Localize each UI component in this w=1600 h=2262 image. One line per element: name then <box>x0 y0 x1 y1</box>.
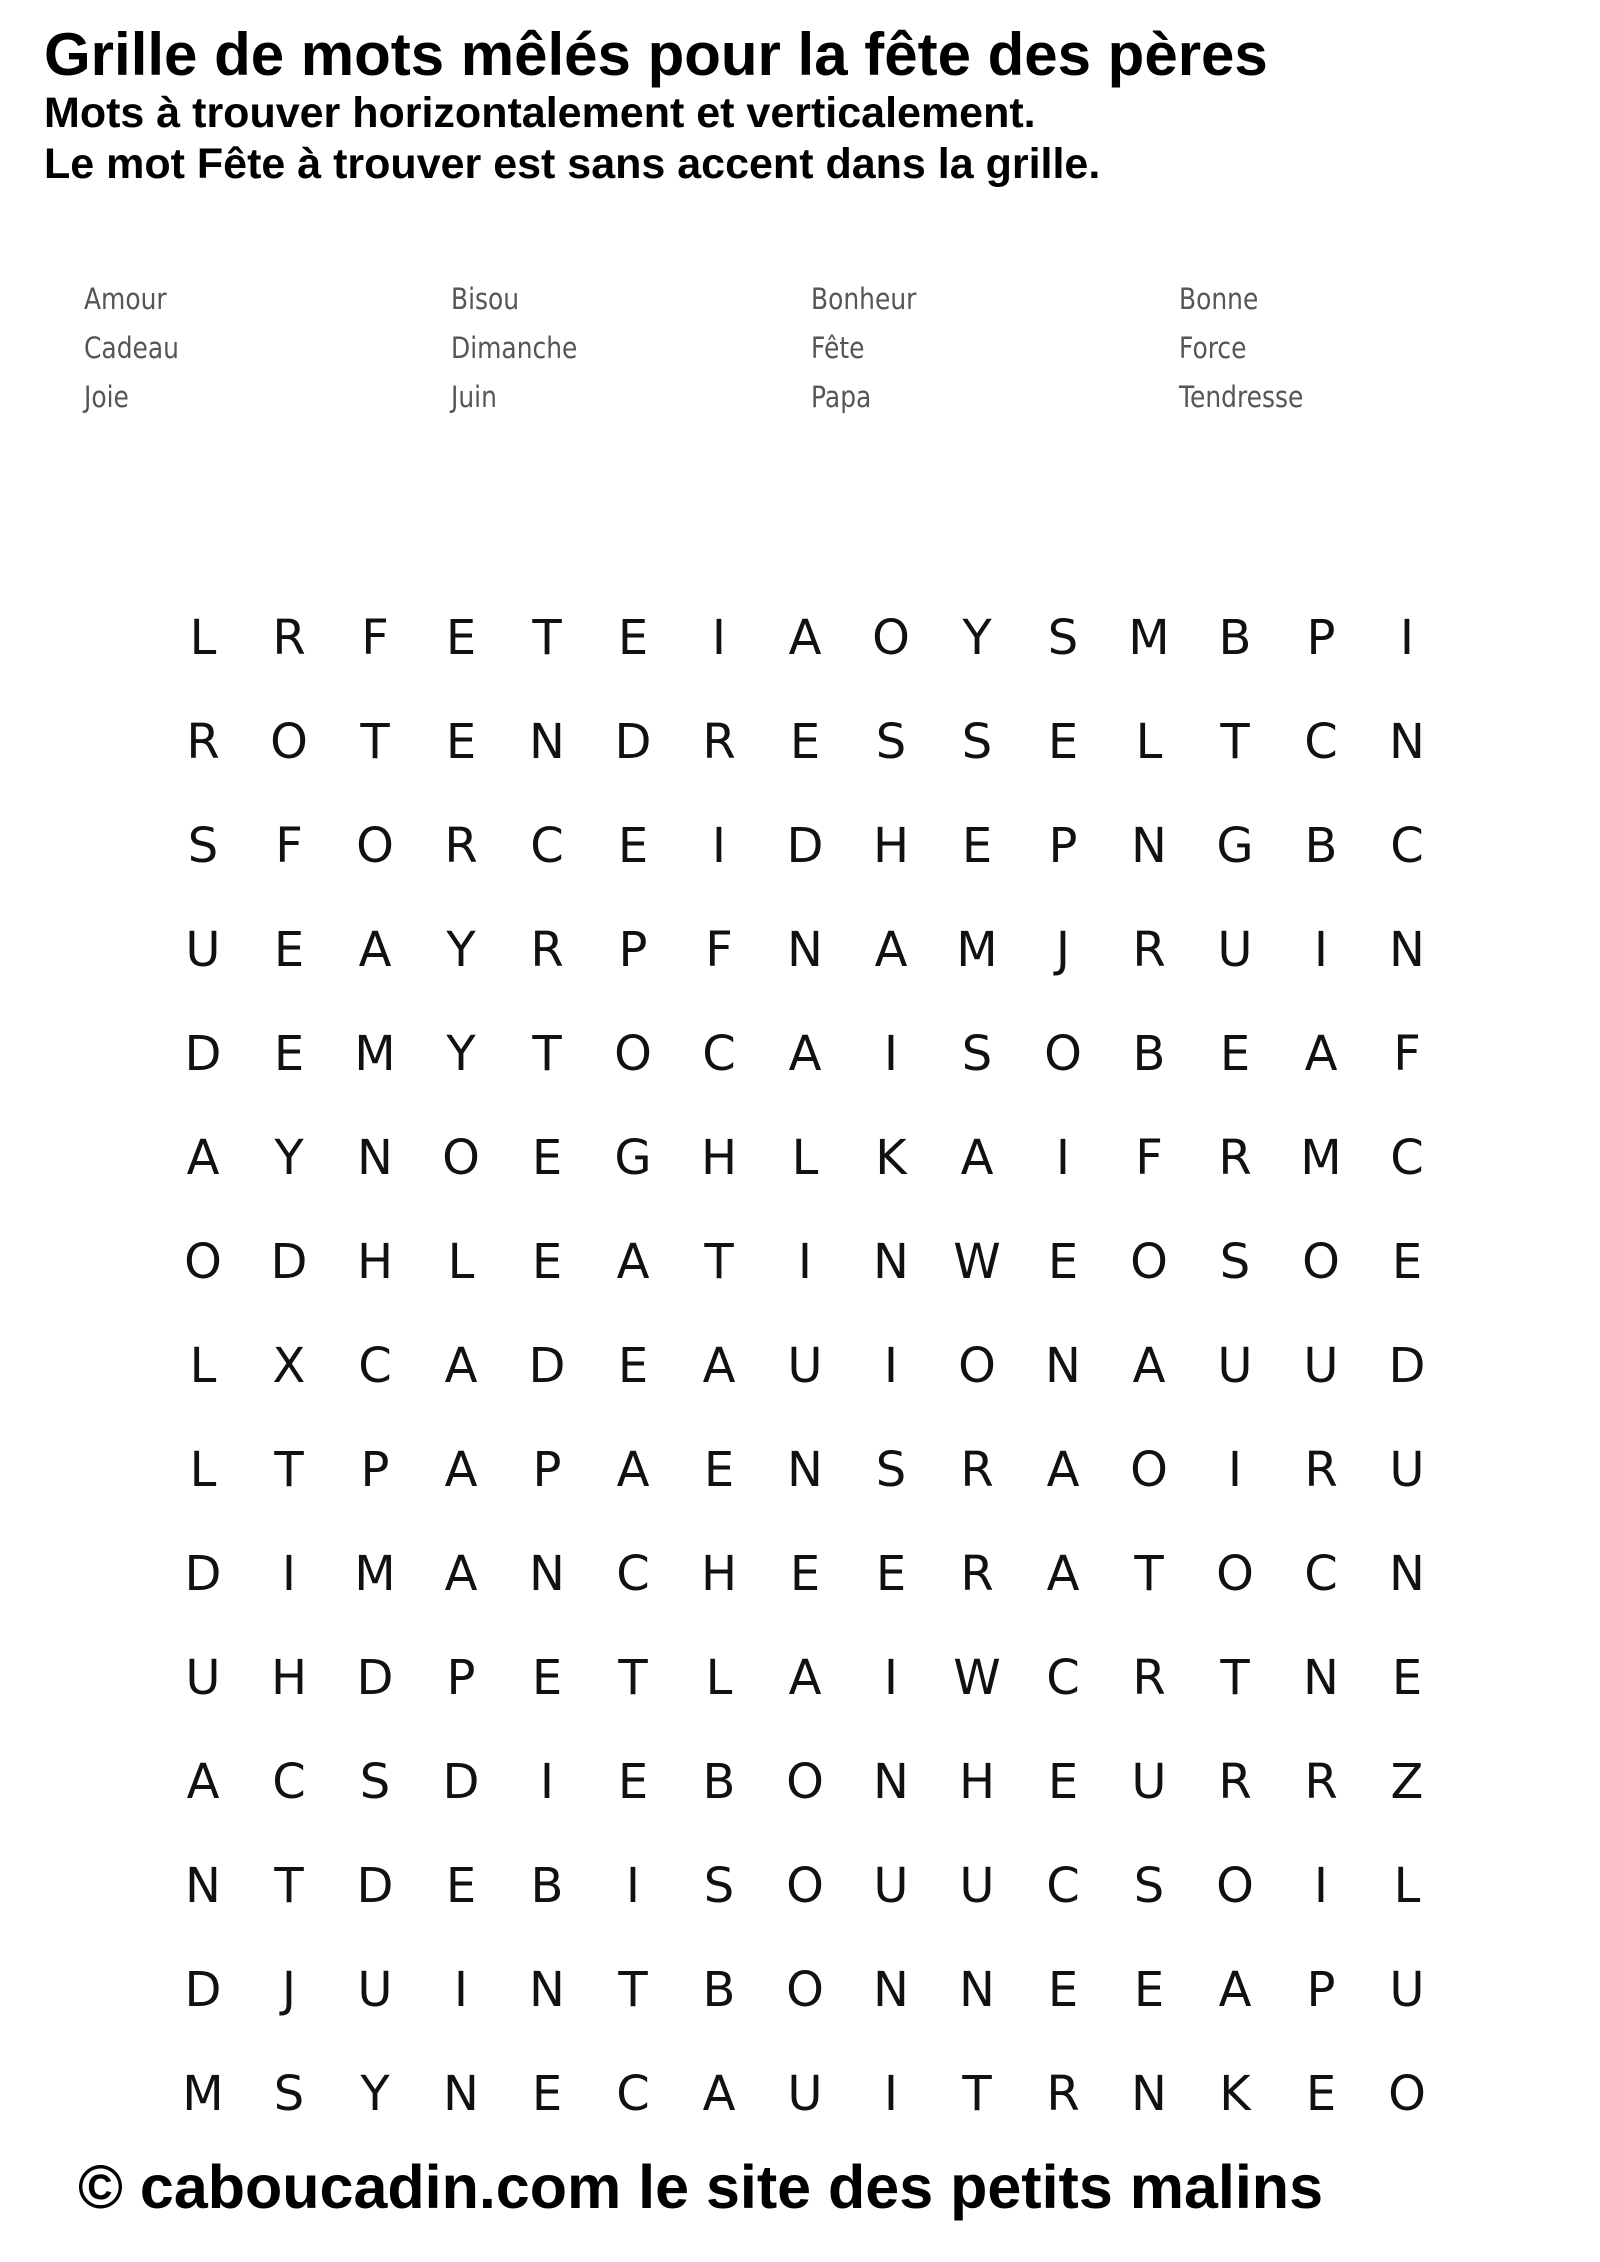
grid-cell[interactable]: A <box>788 610 822 666</box>
grid-cell[interactable]: U <box>1389 1962 1425 2018</box>
grid-cell[interactable]: E <box>703 1442 735 1498</box>
grid-cell[interactable]: A <box>358 922 392 978</box>
grid-cell[interactable]: D <box>184 1962 222 2018</box>
grid-cell[interactable]: O <box>1216 1546 1254 1602</box>
grid-cell[interactable]: O <box>1302 1234 1340 1290</box>
grid-cell[interactable]: D <box>270 1234 308 1290</box>
grid-cell[interactable]: T <box>1220 714 1250 770</box>
grid-cell[interactable]: D <box>528 1338 566 1394</box>
grid-cell[interactable]: U <box>1389 1442 1425 1498</box>
grid-cell[interactable]: H <box>270 1650 308 1706</box>
grid-cell[interactable]: B <box>702 1754 736 1810</box>
grid-cell[interactable]: C <box>1046 1858 1080 1914</box>
grid-cell[interactable]: N <box>357 1130 393 1186</box>
grid-cell[interactable]: E <box>617 1754 649 1810</box>
grid-cell[interactable]: A <box>960 1130 994 1186</box>
grid-cell[interactable]: I <box>1227 1442 1243 1498</box>
grid-cell[interactable]: S <box>875 714 907 770</box>
word-item: Dimanche <box>451 331 578 365</box>
grid-cell[interactable]: C <box>272 1754 306 1810</box>
grid-cell[interactable]: H <box>958 1754 996 1810</box>
grid-cell[interactable]: B <box>1218 610 1252 666</box>
grid-cell[interactable]: C <box>1390 1130 1424 1186</box>
grid-cell[interactable]: R <box>702 714 736 770</box>
word-item: Bisou <box>451 282 520 316</box>
grid-cell[interactable]: M <box>1128 610 1170 666</box>
grid-cell[interactable]: S <box>359 1754 391 1810</box>
grid-cell[interactable]: F <box>361 610 389 666</box>
grid-cell[interactable]: I <box>711 610 727 666</box>
grid-cell[interactable]: L <box>1393 1858 1421 1914</box>
grid-cell[interactable]: O <box>786 1754 824 1810</box>
grid-cell[interactable]: P <box>446 1650 476 1706</box>
grid-cell[interactable]: A <box>616 1234 650 1290</box>
grid-cell[interactable]: U <box>873 1858 909 1914</box>
grid-cell[interactable]: O <box>1388 2066 1426 2122</box>
grid-cell[interactable]: O <box>184 1234 222 1290</box>
grid-cell[interactable]: U <box>185 1650 221 1706</box>
grid-cell[interactable]: E <box>531 1130 563 1186</box>
grid-cell[interactable]: S <box>1133 1858 1165 1914</box>
grid-cell[interactable]: O <box>872 610 910 666</box>
grid-cell[interactable]: H <box>700 1130 738 1186</box>
grid-cell[interactable]: C <box>1304 714 1338 770</box>
grid-cell[interactable]: E <box>445 714 477 770</box>
word-list <box>84 275 1464 422</box>
grid-cell[interactable]: M <box>354 1026 396 1082</box>
grid-cell[interactable]: H <box>700 1546 738 1602</box>
grid-cell[interactable]: U <box>185 922 221 978</box>
grid-cell[interactable]: S <box>273 2066 305 2122</box>
grid-cell[interactable]: T <box>532 610 562 666</box>
grid-cell[interactable]: T <box>618 1650 648 1706</box>
grid-cell[interactable]: P <box>532 1442 562 1498</box>
grid-cell[interactable]: E <box>1219 1026 1251 1082</box>
grid-cell[interactable]: A <box>1304 1026 1338 1082</box>
grid-cell[interactable]: T <box>618 1962 648 2018</box>
grid-cell[interactable]: E <box>1047 714 1079 770</box>
grid-cell[interactable]: I <box>883 2066 899 2122</box>
word-item: Joie <box>84 380 129 414</box>
grid-cell[interactable]: S <box>1047 610 1079 666</box>
grid-cell[interactable]: S <box>703 1858 735 1914</box>
grid-cell[interactable]: U <box>1303 1338 1339 1394</box>
grid-cell[interactable]: R <box>1218 1130 1252 1186</box>
grid-cell[interactable]: E <box>1047 1234 1079 1290</box>
grid-cell[interactable]: A <box>444 1442 478 1498</box>
grid-cell[interactable]: U <box>787 2066 823 2122</box>
grid-cell[interactable]: E <box>1391 1650 1423 1706</box>
grid-cell[interactable]: B <box>1132 1026 1166 1082</box>
grid-cell[interactable]: U <box>787 1338 823 1394</box>
grid-cell[interactable]: A <box>874 922 908 978</box>
grid-cell[interactable]: N <box>873 1962 909 2018</box>
grid-cell[interactable]: C <box>530 818 564 874</box>
footer-copyright: © caboucadin.com le site des petits malins <box>78 2153 1323 2221</box>
grid-cell[interactable]: C <box>616 1546 650 1602</box>
grid-cell[interactable]: R <box>1132 922 1166 978</box>
instruction-line-2: Le mot Fête à trouver est sans accent dans la grille. <box>44 140 1101 188</box>
grid-cell[interactable]: A <box>1218 1962 1252 2018</box>
grid-cell[interactable]: N <box>959 1962 995 2018</box>
page-title: Grille de mots mêlés pour la fête des pères <box>44 21 1268 88</box>
grid-cell[interactable]: C <box>616 2066 650 2122</box>
grid-cell[interactable]: I <box>1313 1858 1329 1914</box>
grid-cell[interactable]: D <box>614 714 652 770</box>
grid-cell[interactable]: H <box>872 818 910 874</box>
word-item: Tendresse <box>1179 380 1304 414</box>
grid-cell[interactable]: N <box>1389 1546 1425 1602</box>
grid-cell[interactable]: N <box>529 1546 565 1602</box>
grid-cell[interactable]: D <box>356 1650 394 1706</box>
grid-cell[interactable]: R <box>1046 2066 1080 2122</box>
grid-cell[interactable]: O <box>1216 1858 1254 1914</box>
grid-cell[interactable]: E <box>875 1546 907 1602</box>
grid-cell[interactable]: T <box>532 1026 562 1082</box>
grid-cell[interactable]: N <box>1303 1650 1339 1706</box>
grid-cell[interactable]: A <box>186 1130 220 1186</box>
grid-cell[interactable]: T <box>962 2066 992 2122</box>
grid-cell[interactable]: J <box>1055 922 1071 978</box>
grid-cell[interactable]: A <box>1132 1338 1166 1394</box>
grid-cell[interactable]: B <box>530 1858 564 1914</box>
grid-cell[interactable]: A <box>444 1338 478 1394</box>
grid-cell[interactable]: L <box>791 1130 819 1186</box>
grid-cell[interactable]: N <box>1045 1338 1081 1394</box>
grid-cell[interactable]: R <box>1132 1650 1166 1706</box>
grid-cell[interactable]: D <box>1388 1338 1426 1394</box>
grid-cell[interactable]: P <box>1048 818 1078 874</box>
grid-cell[interactable]: R <box>1304 1754 1338 1810</box>
grid-cell[interactable]: L <box>1135 714 1163 770</box>
grid-cell[interactable]: P <box>360 1442 390 1498</box>
grid-cell[interactable]: H <box>356 1234 394 1290</box>
word-item: Bonne <box>1179 282 1259 316</box>
grid-cell[interactable]: F <box>1393 1026 1421 1082</box>
grid-cell[interactable]: Y <box>360 2066 390 2122</box>
grid-cell[interactable]: E <box>1047 1962 1079 2018</box>
grid-cell[interactable]: U <box>1217 1338 1253 1394</box>
grid-cell[interactable]: U <box>1131 1754 1167 1810</box>
grid-cell[interactable]: W <box>953 1234 1001 1290</box>
grid-cell[interactable]: E <box>617 818 649 874</box>
grid-cell[interactable]: E <box>1133 1962 1165 2018</box>
grid-cell[interactable]: I <box>1055 1130 1071 1186</box>
grid-cell[interactable]: C <box>1304 1546 1338 1602</box>
grid-cell[interactable]: E <box>273 1026 305 1082</box>
grid-cell[interactable]: S <box>961 1026 993 1082</box>
grid-cell[interactable]: I <box>883 1338 899 1394</box>
grid-cell[interactable]: F <box>1135 1130 1163 1186</box>
grid-cell[interactable]: B <box>1304 818 1338 874</box>
grid-cell[interactable]: A <box>1046 1546 1080 1602</box>
grid-cell[interactable]: L <box>705 1650 733 1706</box>
grid-cell[interactable]: R <box>530 922 564 978</box>
grid-cell[interactable]: O <box>614 1026 652 1082</box>
grid-cell[interactable]: T <box>274 1858 304 1914</box>
instruction-line-1: Mots à trouver horizontalement et verticalement. <box>44 89 1036 137</box>
grid-cell[interactable]: C <box>1390 818 1424 874</box>
word-item: Papa <box>811 380 872 414</box>
word-item: Cadeau <box>84 331 179 365</box>
grid-cell[interactable]: A <box>702 2066 736 2122</box>
grid-cell[interactable]: A <box>788 1026 822 1082</box>
grid-cell[interactable]: F <box>275 818 303 874</box>
grid-cell[interactable]: L <box>189 1442 217 1498</box>
grid-cell[interactable]: R <box>1218 1754 1252 1810</box>
grid-cell[interactable]: O <box>1130 1442 1168 1498</box>
grid-cell[interactable]: S <box>875 1442 907 1498</box>
grid-cell[interactable]: R <box>272 610 306 666</box>
grid-cell[interactable]: N <box>529 714 565 770</box>
grid-cell[interactable]: N <box>787 1442 823 1498</box>
grid-cell[interactable]: O <box>958 1338 996 1394</box>
grid-cell[interactable]: N <box>1131 818 1167 874</box>
grid-cell[interactable]: E <box>961 818 993 874</box>
grid-cell[interactable]: P <box>618 922 648 978</box>
grid-cell[interactable]: T <box>360 714 390 770</box>
grid-cell[interactable]: D <box>184 1026 222 1082</box>
grid-cell[interactable]: E <box>531 1234 563 1290</box>
grid-cell[interactable]: D <box>442 1754 480 1810</box>
grid-cell[interactable]: B <box>702 1962 736 2018</box>
grid-cell[interactable]: M <box>354 1546 396 1602</box>
grid-cell[interactable]: U <box>357 1962 393 2018</box>
word-item: Juin <box>451 380 497 414</box>
grid-cell[interactable]: A <box>444 1546 478 1602</box>
grid-cell[interactable]: Y <box>446 922 476 978</box>
grid-cell[interactable]: M <box>956 922 998 978</box>
grid-cell[interactable]: A <box>1046 1442 1080 1498</box>
grid-cell[interactable]: A <box>702 1338 736 1394</box>
grid-cell[interactable]: D <box>184 1546 222 1602</box>
grid-cell[interactable]: P <box>1306 610 1336 666</box>
grid-cell[interactable]: J <box>281 1962 297 2018</box>
grid-cell[interactable]: R <box>960 1546 994 1602</box>
grid-cell[interactable]: Y <box>274 1130 304 1186</box>
grid-cell[interactable]: F <box>705 922 733 978</box>
grid-cell[interactable]: S <box>961 714 993 770</box>
grid-cell[interactable]: E <box>617 610 649 666</box>
grid-cell[interactable]: M <box>182 2066 224 2122</box>
grid-cell[interactable]: L <box>447 1234 475 1290</box>
grid-cell[interactable]: Z <box>1390 1754 1424 1810</box>
word-item: Amour <box>84 282 167 316</box>
grid-cell[interactable]: Y <box>962 610 992 666</box>
grid-cell[interactable]: O <box>270 714 308 770</box>
grid-cell[interactable]: I <box>883 1650 899 1706</box>
grid-cell[interactable]: I <box>625 1858 641 1914</box>
grid-cell[interactable]: G <box>614 1130 652 1186</box>
grid-cell[interactable]: O <box>786 1962 824 2018</box>
grid-cell[interactable]: X <box>272 1338 306 1394</box>
grid-cell[interactable]: I <box>883 1026 899 1082</box>
grid-cell[interactable]: E <box>1391 1234 1423 1290</box>
grid-cell[interactable]: N <box>873 1234 909 1290</box>
word-item: Force <box>1179 331 1247 365</box>
grid-cell[interactable]: R <box>1304 1442 1338 1498</box>
grid-cell[interactable]: S <box>187 818 219 874</box>
grid-cell[interactable]: I <box>1399 610 1415 666</box>
grid-cell[interactable]: O <box>356 818 394 874</box>
grid-cell[interactable]: E <box>1047 1754 1079 1810</box>
grid-cell[interactable]: A <box>186 1754 220 1810</box>
grid-cell[interactable]: K <box>875 1130 907 1186</box>
grid-cell[interactable]: N <box>1131 2066 1167 2122</box>
grid-cell[interactable]: P <box>1306 1962 1336 2018</box>
grid-cell[interactable]: I <box>281 1546 297 1602</box>
grid-cell[interactable]: E <box>789 714 821 770</box>
grid-cell[interactable]: A <box>788 1650 822 1706</box>
word-item: Bonheur <box>811 282 917 316</box>
grid-cell[interactable]: U <box>1217 922 1253 978</box>
grid-cell[interactable]: I <box>797 1234 813 1290</box>
grid-cell[interactable]: U <box>959 1858 995 1914</box>
grid-cell[interactable]: I <box>453 1962 469 2018</box>
grid-cell[interactable]: O <box>442 1130 480 1186</box>
grid-cell[interactable]: N <box>1389 922 1425 978</box>
grid-cell[interactable]: L <box>189 610 217 666</box>
grid-cell[interactable]: T <box>704 1234 734 1290</box>
grid-cell[interactable]: E <box>617 1338 649 1394</box>
grid-cell[interactable]: E <box>445 1858 477 1914</box>
grid-cell[interactable]: I <box>539 1754 555 1810</box>
grid-cell[interactable]: N <box>1389 714 1425 770</box>
page-header <box>44 22 1564 190</box>
grid-cell[interactable]: E <box>1305 2066 1337 2122</box>
grid-cell[interactable]: C <box>1046 1650 1080 1706</box>
grid-cell[interactable]: N <box>787 922 823 978</box>
grid-cell[interactable]: I <box>711 818 727 874</box>
grid-cell[interactable]: O <box>1044 1026 1082 1082</box>
grid-cell[interactable]: E <box>789 1546 821 1602</box>
grid-cell[interactable]: R <box>444 818 478 874</box>
grid-cell[interactable]: S <box>1219 1234 1251 1290</box>
grid-cell[interactable]: G <box>1216 818 1254 874</box>
grid-cell[interactable]: I <box>1313 922 1329 978</box>
grid-cell[interactable]: N <box>873 1754 909 1810</box>
grid-cell[interactable]: R <box>186 714 220 770</box>
word-item: Fête <box>811 331 865 365</box>
grid-cell[interactable]: O <box>786 1858 824 1914</box>
grid-cell[interactable]: N <box>443 2066 479 2122</box>
grid-cell[interactable]: T <box>1134 1546 1164 1602</box>
grid-cell[interactable]: C <box>702 1026 736 1082</box>
grid-cell[interactable]: O <box>1130 1234 1168 1290</box>
grid-cell[interactable]: R <box>960 1442 994 1498</box>
grid-cell[interactable]: E <box>531 1650 563 1706</box>
grid-cell[interactable]: C <box>358 1338 392 1394</box>
grid-cell[interactable]: D <box>356 1858 394 1914</box>
grid-cell[interactable]: E <box>273 922 305 978</box>
grid-cell[interactable]: E <box>445 610 477 666</box>
grid-cell[interactable]: T <box>274 1442 304 1498</box>
grid-cell[interactable]: K <box>1219 2066 1251 2122</box>
grid-cell[interactable]: N <box>185 1858 221 1914</box>
grid-cell[interactable]: T <box>1220 1650 1250 1706</box>
grid-cell[interactable]: M <box>1300 1130 1342 1186</box>
grid-cell[interactable]: Y <box>446 1026 476 1082</box>
word-search-grid <box>160 586 1450 2146</box>
grid-cell[interactable]: A <box>616 1442 650 1498</box>
grid-cell[interactable]: D <box>786 818 824 874</box>
grid-cell[interactable]: E <box>531 2066 563 2122</box>
grid-cell[interactable]: W <box>953 1650 1001 1706</box>
grid-cell[interactable]: N <box>529 1962 565 2018</box>
grid-cell[interactable]: L <box>189 1338 217 1394</box>
